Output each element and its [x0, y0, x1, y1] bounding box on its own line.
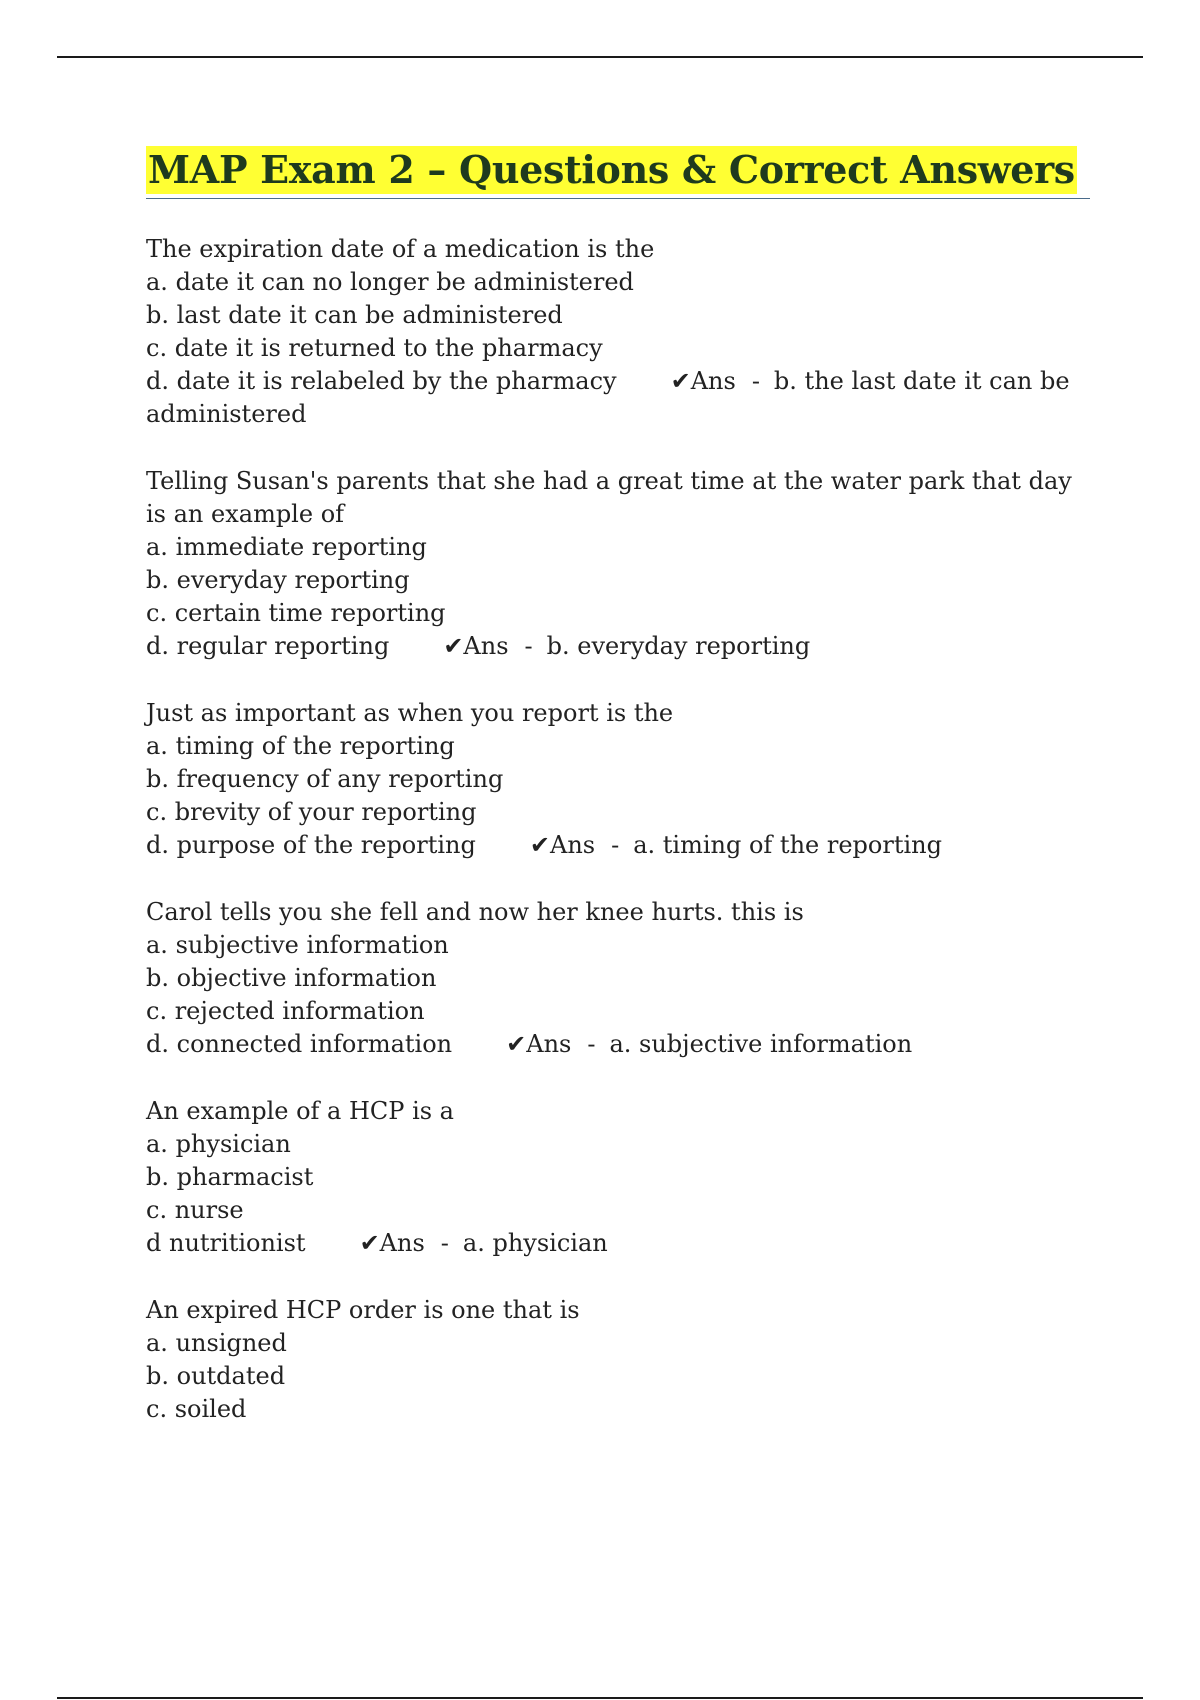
answer-text: b. everyday reporting — [546, 632, 811, 660]
answer-prefix: ✔Ans — [670, 367, 736, 395]
option-b: b. outdated — [146, 1362, 286, 1390]
option-b: b. everyday reporting — [146, 566, 410, 594]
answer-prefix: ✔Ans — [359, 1229, 425, 1257]
answer-text: a. physician — [462, 1229, 608, 1257]
option-c: c. nurse — [146, 1196, 244, 1224]
answer-prefix: ✔Ans — [529, 831, 596, 859]
option-b: b. objective information — [146, 964, 437, 992]
answer-text: a. timing of the reporting — [633, 831, 942, 859]
question-text: Just as important as when you report is the — [146, 699, 674, 727]
top-rule — [57, 56, 1143, 58]
option-a: a. unsigned — [146, 1329, 287, 1357]
question-text: Carol tells you she fell and now her knee hurts. this is — [146, 898, 804, 926]
question-block — [146, 1095, 1090, 1260]
option-a: a. date it can no longer be administered — [146, 268, 634, 296]
answer-dash: - — [587, 1030, 596, 1058]
answer-key — [443, 632, 810, 660]
question-block — [146, 896, 1090, 1061]
option-a: a. timing of the reporting — [146, 732, 455, 760]
option-b: b. frequency of any reporting — [146, 765, 504, 793]
option-d-with-answer — [146, 1028, 1090, 1061]
question-block — [146, 465, 1090, 663]
answer-key — [530, 831, 942, 859]
option-c: c. certain time reporting — [146, 599, 446, 627]
option-a: a. immediate reporting — [146, 533, 427, 561]
option-d-with-answer — [146, 630, 1090, 663]
option-c: c. soiled — [146, 1395, 247, 1423]
option-d: d. purpose of the reporting — [146, 831, 476, 859]
question-block — [146, 1294, 1090, 1426]
answer-text: b. the last date it can be administered — [146, 367, 1078, 428]
question-text: An example of a HCP is a — [146, 1097, 454, 1125]
option-d: d. date it is relabeled by the pharmacy — [146, 367, 617, 395]
document-body — [146, 146, 1090, 1460]
question-text: The expiration date of a medication is the — [146, 235, 655, 263]
answer-dash: - — [524, 632, 533, 660]
answer-text: a. subjective information — [609, 1030, 913, 1058]
answer-key — [360, 1229, 608, 1257]
option-c: c. date it is returned to the pharmacy — [146, 334, 603, 362]
page-title: MAP Exam 2 – Questions & Correct Answers — [148, 147, 1075, 192]
answer-key — [506, 1030, 912, 1058]
answer-dash: - — [611, 831, 620, 859]
option-b: b. last date it can be administered — [146, 301, 563, 329]
option-d: d. connected information — [146, 1030, 453, 1058]
option-d: d. regular reporting — [146, 632, 390, 660]
answer-dash: - — [440, 1229, 449, 1257]
question-block — [146, 233, 1090, 431]
option-a: a. physician — [146, 1130, 291, 1158]
answer-dash: - — [751, 367, 760, 395]
bottom-rule — [57, 1697, 1143, 1699]
question-block — [146, 697, 1090, 862]
option-d: d nutritionist — [146, 1229, 306, 1257]
question-text: An expired HCP order is one that is — [146, 1296, 580, 1324]
option-d-with-answer — [146, 1227, 1090, 1260]
option-b: b. pharmacist — [146, 1163, 314, 1191]
option-c: c. brevity of your reporting — [146, 798, 477, 826]
option-a: a. subjective information — [146, 931, 449, 959]
option-d-with-answer — [146, 829, 1090, 862]
answer-prefix: ✔Ans — [506, 1030, 572, 1058]
answer-prefix: ✔Ans — [443, 632, 509, 660]
option-d-with-answer — [146, 365, 1090, 431]
question-text: Telling Susan's parents that she had a great time at the water park that day is an example of — [146, 467, 1072, 528]
option-c: c. rejected information — [146, 997, 425, 1025]
title-underline — [146, 146, 1090, 199]
